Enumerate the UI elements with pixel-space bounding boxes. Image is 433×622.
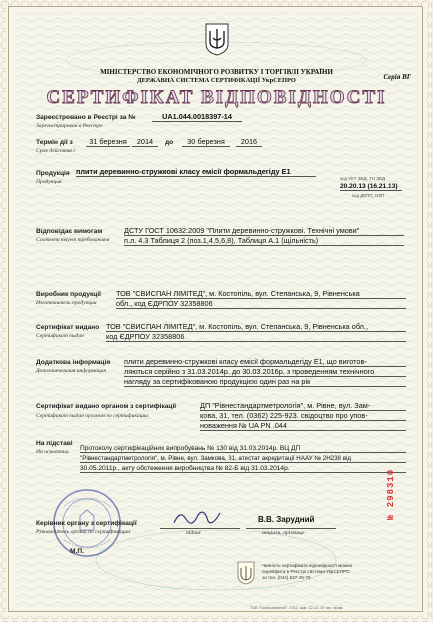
additional-sub: Дополнительная информация: [36, 368, 107, 374]
requirements-line2: п.л. 4.3 Таблиця 2 (поз.1,4,5,6,8), Таблиця А.1 (щільність): [124, 236, 404, 246]
product-code-sub: код ДКПП, ОКП: [352, 193, 385, 198]
additional-line1: плити деревинно-стружкові класу емісії формальдегіду Е1, що виготов-: [124, 357, 406, 367]
basis-label: На підставі: [36, 440, 73, 447]
cert-body-label: Сертифікат видано органом з сертифікації: [36, 403, 177, 410]
registration-sub: Зарегистрирован в Реестре: [36, 123, 103, 129]
product-code-label: код УКТ ЗЕД, ТН ЗЕД: [340, 176, 386, 181]
certificate-title: СЕРТИФІКАТ ВІДПОВІДНОСТІ: [46, 87, 387, 108]
series-label: Серія ВГ: [383, 73, 411, 81]
footer-note-line3: за тел. (044) 537-35-76: [262, 575, 311, 580]
registration-label: Зареєстровано в Реєстрі за №: [36, 114, 136, 121]
stamp-label: М.П.: [70, 548, 84, 555]
validity-to-year: 2016: [236, 137, 262, 147]
footer-note-line1: Чинність сертифіката відповідності можна: [262, 563, 352, 568]
manufacturer-sub: Изготовитель продукции: [36, 300, 97, 306]
issued-to-line2: код ЄДРПОУ 32358806: [106, 332, 406, 342]
requirements-label: Відповідає вимогам: [36, 228, 103, 235]
validity-to-word: до: [165, 139, 174, 146]
serial-number: № 298310: [386, 468, 396, 520]
issued-to-line1: ТОВ "СВИСПАН ЛІМІТЕД", м. Костопіль, вул. Степанська, 9, Рівненська обл.,: [106, 322, 406, 332]
basis-sub: На основании: [36, 449, 69, 455]
footer-note-line2: перевірити в Реєстрі системи УкрСЕПРО: [262, 569, 350, 574]
additional-label: Додаткова інформація: [36, 359, 111, 366]
product-label: Продукція: [36, 170, 70, 177]
product-value: плити деревинно-стружкові класу емісії формальдегіду Е1: [76, 167, 316, 177]
name-line: [246, 528, 336, 529]
validity-to-day: 30 березня: [182, 137, 230, 147]
cert-body-line2: кова, 31, тел. (0362) 225-923. свідоцтво про упов-: [200, 411, 406, 421]
product-code-value: 20.20.13 (16.21.13): [340, 183, 402, 191]
validity-sub: Срок действия с: [36, 148, 76, 154]
basis-line1: Протоколу сертифікаційних випробувань № 130 від 31.03.2014р. ВЦ ДП: [80, 445, 406, 453]
validity-from-year: 2014: [132, 137, 158, 147]
additional-line3: нагляду за сертифікованою продукцією один раз на рік: [124, 377, 406, 387]
ministry-title: МІНІСТЕРСТВО ЕКОНОМІЧНОГО РОЗВИТКУ І ТОРГІВЛІ УКРАЇНИ: [100, 68, 333, 76]
signature-caption: підпис: [186, 530, 202, 536]
product-sub: Продукция: [36, 179, 62, 185]
basis-line2: "Рівнестандартметрологія", м. Рівне, вул. Замкова, 31, атестат акредитації НААУ № 2Н238 від: [80, 455, 406, 463]
name-caption: ініціали, прізвище: [262, 530, 305, 536]
printer-note: ТОВ "Поліграфічний", 2012, зам. 12-12, 20 тис. прим.: [250, 606, 344, 610]
cert-body-sub: Сертификат выдан органом по сертификации: [36, 413, 149, 419]
head-label: Керівник органу з сертифікації: [36, 520, 137, 527]
signature-line: [160, 528, 240, 529]
cert-body-line3: новаження № UA PN .044: [200, 421, 406, 431]
additional-line2: ляються серійно з 31.03.2014р. до 30.03.2016р. з проведенням технічного: [124, 367, 406, 377]
validity-from-day: 31 березня: [86, 137, 130, 147]
head-name: В.В. Зарудний: [258, 515, 315, 524]
issued-to-label: Сертифікат видано: [36, 324, 100, 331]
requirements-line1: ДСТУ ГОСТ 10632:2009 "Плити деревинно-стружкові. Технічні умови": [124, 226, 404, 236]
manufacturer-line1: ТОВ "СВИСПАН ЛІМІТЕД", м. Костопіль, вул. Степанська, 9, Рівненська: [116, 289, 406, 299]
issued-to-sub: Сертификат выдан: [36, 333, 84, 339]
validity-label: Термін дії з: [36, 139, 73, 146]
head-sub: Руководитель органа по сертификации: [36, 529, 130, 535]
registration-number: UA1.044.0018397-14: [152, 112, 242, 122]
signature-icon: [172, 505, 224, 529]
cert-body-line1: ДП "Рівнестандартметрологія", м. Рівне, вул. Зам-: [200, 401, 406, 411]
basis-line3: 30.05.2011р., акту обстеження виробництва № 82-Б від 31.03.2014р.: [80, 465, 406, 473]
manufacturer-line2: обл., код ЄДРПОУ 32358806: [116, 299, 406, 309]
small-trident-icon: [236, 560, 256, 586]
system-title: ДЕРЖАВНА СИСТЕМА СЕРТИФІКАЦІЇ УкрСЕПРО: [137, 77, 296, 84]
manufacturer-label: Виробник продукції: [36, 291, 102, 298]
requirements-sub: Соответствует требованиям: [36, 237, 110, 243]
trident-emblem-icon: [204, 22, 230, 56]
